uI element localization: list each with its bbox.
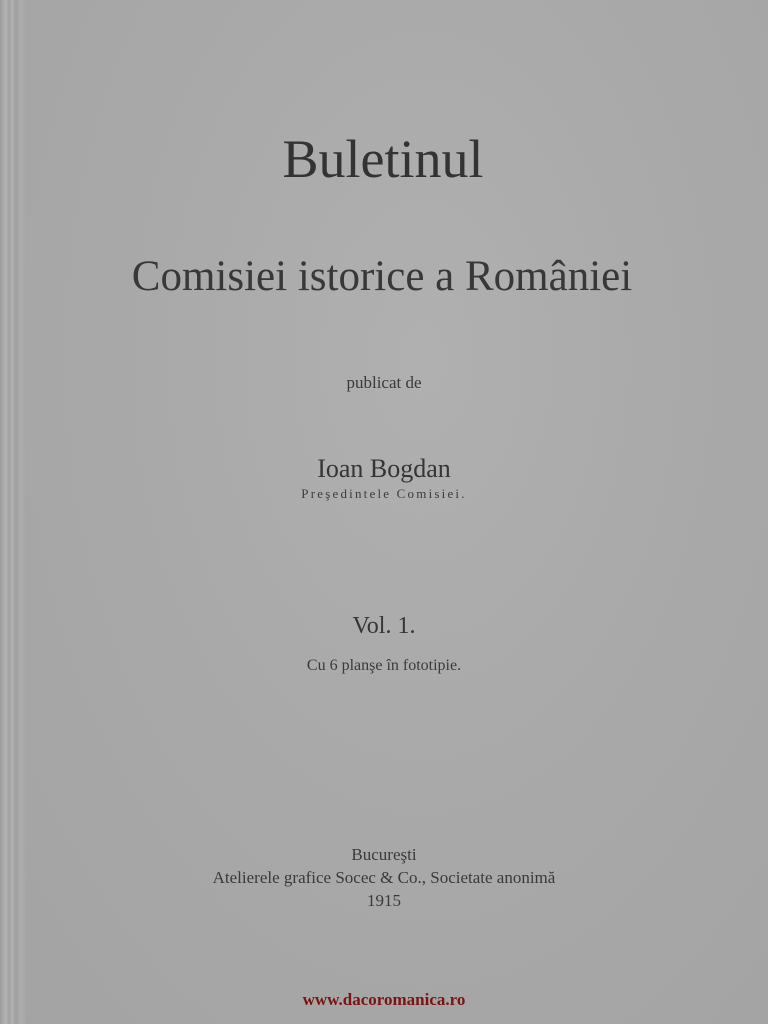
publisher-name: Atelierele grafice Socec & Co., Societate anonimă [212,868,556,887]
website-watermark: www.dacoromanica.ro [302,990,466,1009]
published-by-label: publicat de [346,373,422,392]
publication-year: 1915 [367,891,401,910]
volume-number: Vol. 1. [352,613,416,639]
cover-subtitle: Comisiei istorice a României [131,253,633,300]
cover-title: Buletinul [282,129,484,189]
author-role: Preşedintele Comisiei. [301,486,467,501]
plates-note: Cu 6 planşe în fototipie. [306,657,462,674]
publication-city: Bucureşti [351,845,417,864]
author-name: Ioan Bogdan [317,454,451,483]
